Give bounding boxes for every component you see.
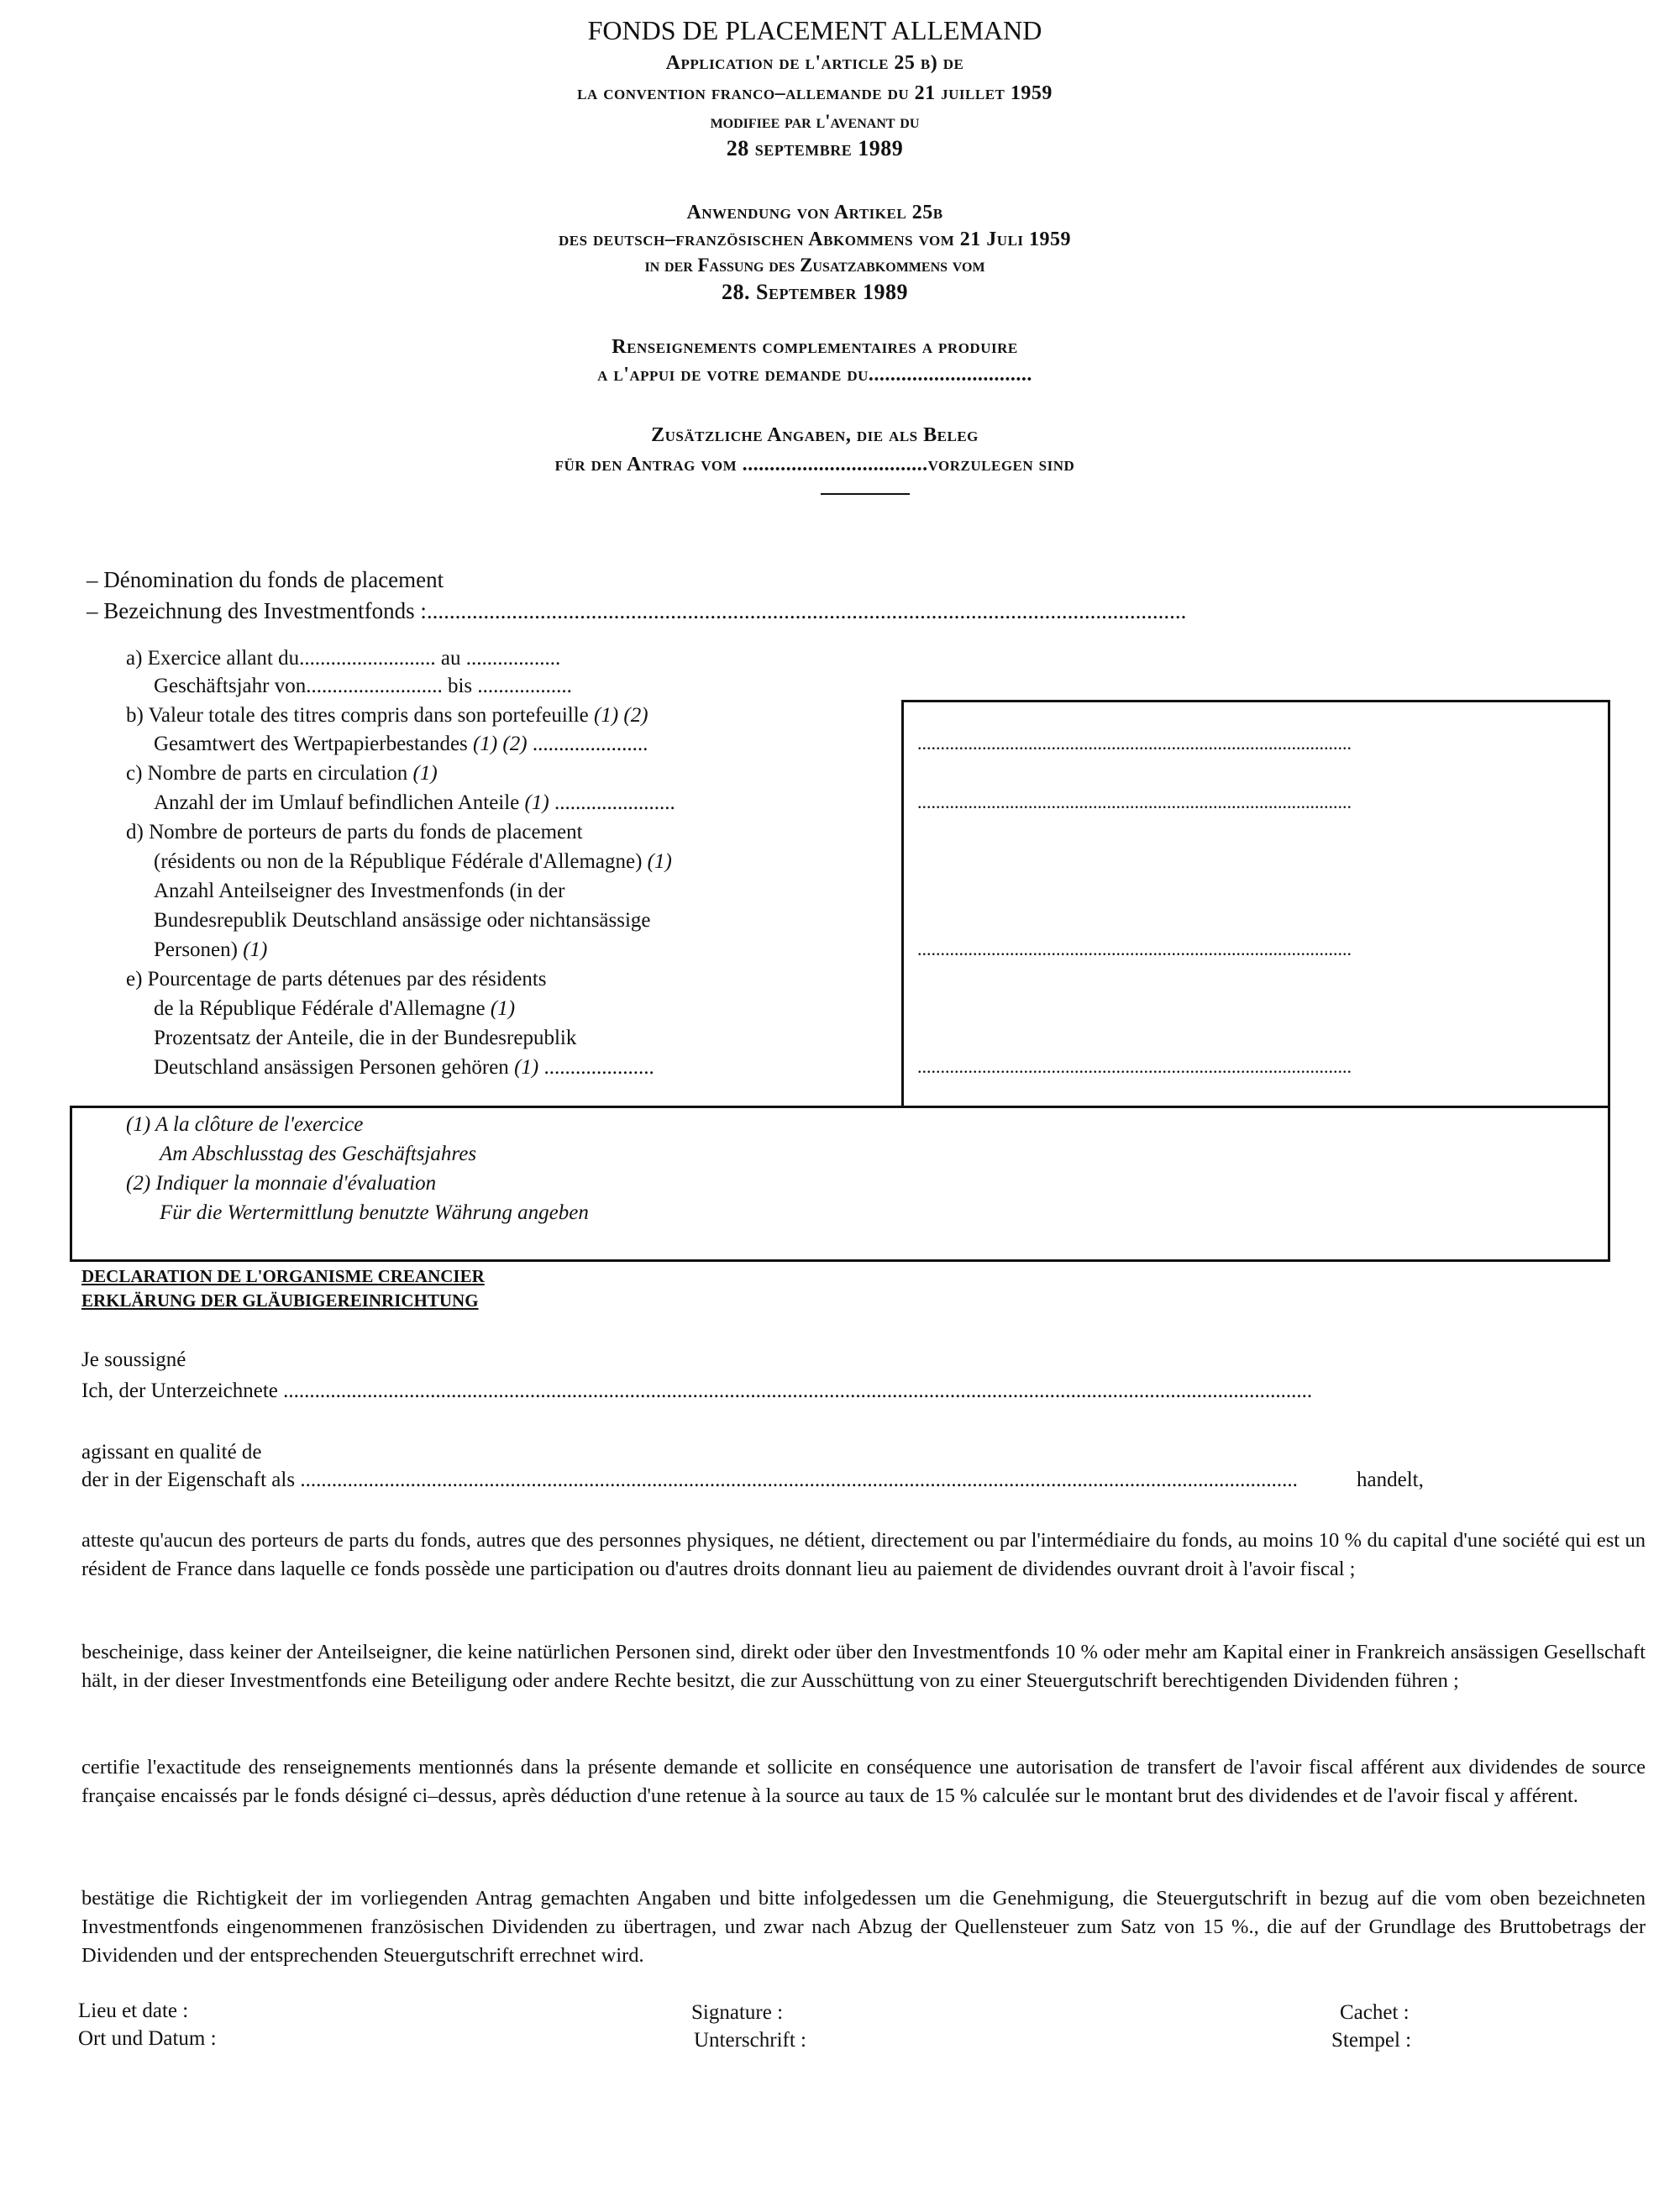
declaration-paragraph-3: certifie l'exactitude des renseignements mentionnés dans la présente demande et sollicite en conséquence une autorisation de transfert de l'avoir fiscal afférent aux dividendes de source française encaissés par le fonds désigné ci–dessus, après déduction d'une retenue à la source au taux de 15 % calculée sur le montant brut des dividendes et de l'avoir fiscal y afférent. [81,1756,1646,1807]
signature-fr: Signature : [691,2001,784,2024]
declaration-paragraph-1: atteste qu'aucun des porteurs de parts du fonds, autres que des personnes physiques, ne détient, directement ou par l'intermédiaire du fonds, au moins 10 % du capital d'une société qui est un résident de France dans laquelle ce fonds possède une participation ou d'autres droits donnant lieu au paiement de dividendes ouvrant droit à l'avoir fiscal ; [81,1529,1646,1580]
fund-name-de: – Bezeichnung des Investmentfonds :...................................................................................................................................... [87,598,1187,623]
header-rens-line1: Renseignements complementaires a produire [612,336,1018,358]
qualite-de-field[interactable]: der in der Eigenschaft als .............................................................................................................................................................................................. [81,1469,1298,1491]
item-d-fr-line1: d) Nombre de porteurs de parts du fonds de placement [126,821,583,843]
item-e-de-line1: Prozentsatz der Anteile, die in der Bundesrepublik [154,1027,577,1049]
answer-field-b[interactable]: .............................................................................................. [917,733,1352,754]
item-e-fr-line1: e) Pourcentage de parts détenues par des résidents [126,968,547,991]
header-de-line3: in der Fassung des Zusatzabkommens vom [644,255,985,276]
declaration-paragraph-2: bescheinige, dass keiner der Anteilseigner, die keine natürlichen Personen sind, direkt oder über den Investmentfonds 10 % oder mehr am Kapital einer in Frankreich ansässigen Gesellschaft hält, in der dieser Investmentfonds eine Beteiligung oder andere Rechte besitzt, die zur Ausschüttung von zu einer Steuergutschrift berechtigenden Dividenden führen ; [81,1641,1646,1692]
declaration-paragraph-4: bestätige die Richtigkeit der im vorliegenden Antrag gemachten Angaben und bitte infolgedessen um die Genehmigung, die Steuergutschrift in bezug auf die vom oben bezeichneten Investmentfonds eingenommenen französischen Dividenden zu übertragen, und zwar nach Abzug der Quellensteuer zum Satz von 15 %., die auf der Grundlage des Bruttobetrags der Dividenden und der entsprechenden Steuergutschrift errechnet wird. [81,1887,1646,1967]
answer-box [901,700,1610,1108]
item-d-fr-line2: (résidents ou non de la République Fédérale d'Allemagne) (1) [154,850,672,873]
fund-name-fr: – Dénomination du fonds de placement [87,567,444,592]
note-1-de: Am Abschlusstag des Geschäftsjahres [160,1143,477,1165]
cachet-fr: Cachet : [1340,2001,1410,2024]
form-title: FONDS DE PLACEMENT ALLEMAND [587,15,1042,45]
stempel-de: Stempel : [1331,2029,1412,2052]
note-2-fr: (2) Indiquer la monnaie d'évaluation [126,1172,437,1195]
item-d-de-line1: Anzahl Anteilseigner des Investmenfonds (in der [154,880,565,902]
header-divider [821,493,910,495]
qualite-fr: agissant en qualité de [81,1441,262,1463]
signature-de: Unterschrift : [694,2029,806,2052]
header-rens-line2: a l'appui de votre demande du.............................. [597,364,1032,386]
answer-field-d[interactable]: .............................................................................................. [917,938,1352,959]
header-zus-line1: Zusätzliche Angaben, die als Beleg [651,424,979,446]
soussigne-de-field[interactable]: Ich, der Unterzeichnete .................................................................................................................................................................................................... [81,1379,1313,1402]
lieu-date-de: Ort und Datum : [78,2027,217,2050]
header-zus-line2: für den Antrag vom ..................................vorzulegen sind [554,454,1075,476]
item-b-fr: b) Valeur totale des titres compris dans son portefeuille (1) (2) [126,704,648,727]
header-de-line2: des deutsch–französischen Abkommens vom 21 Juli 1959 [558,229,1072,250]
soussigne-fr: Je soussigné [81,1348,186,1371]
answer-field-c[interactable]: .............................................................................................. [917,791,1352,812]
item-a-fr: a) Exercice allant du.......................... au .................. [126,647,561,670]
item-c-de: Anzahl der im Umlauf befindlichen Anteile (1) ....................... [154,791,675,814]
item-c-fr: c) Nombre de parts en circulation (1) [126,762,438,785]
note-1-fr: (1) A la clôture de l'exercice [126,1113,364,1136]
item-a-de: Geschäftsjahr von.......................... bis .................. [154,675,572,697]
item-d-de-line3: Personen) (1) [154,938,268,961]
header-fr-line2: la convention franco–allemande du 21 juillet 1959 [577,82,1053,104]
item-e-de-line2: Deutschland ansässigen Personen gehören (1) ..................... [154,1056,654,1079]
qualite-de-suffix: handelt, [1357,1469,1424,1491]
note-2-de: Für die Wertermittlung benutzte Währung angeben [160,1201,589,1224]
lieu-date-fr: Lieu et date : [78,1999,189,2022]
declaration-heading-fr: DECLARATION DE L'ORGANISME CREANCIER [81,1266,485,1286]
item-b-de: Gesamtwert des Wertpapierbestandes (1) (2) ...................... [154,733,648,755]
answer-field-e[interactable]: .............................................................................................. [917,1056,1352,1077]
header-de-line4: 28. September 1989 [722,280,908,304]
header-fr-line1: Application de l'article 25 b) de [665,52,964,74]
header-fr-line4: 28 septembre 1989 [726,136,904,160]
header-de-line1: Anwendung von Artikel 25b [686,202,943,223]
header-fr-line3: modifiee par l'avenant du [710,111,920,132]
item-d-de-line2: Bundesrepublik Deutschland ansässige oder nichtansässige [154,909,651,932]
declaration-heading-de: ERKLÄRUNG DER GLÄUBIGEREINRICHTUNG [81,1290,479,1311]
item-e-fr-line2: de la République Fédérale d'Allemagne (1) [154,997,516,1020]
